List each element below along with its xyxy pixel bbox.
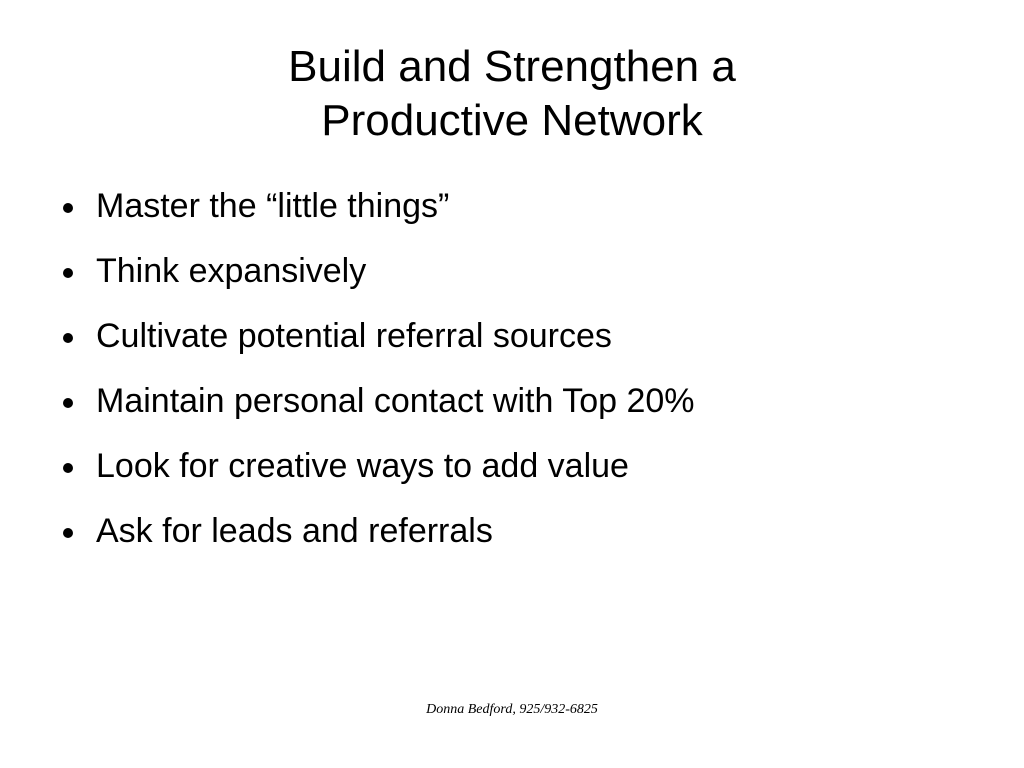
slide-title-line-2: Productive Network — [321, 96, 703, 145]
bullet-item — [60, 440, 695, 492]
footer-credit: Donna Bedford, 925/932-6825 — [426, 702, 598, 717]
bullet-item — [60, 310, 695, 362]
slide-title-line-1: Build and Strengthen a — [288, 42, 736, 91]
bullet-item — [60, 180, 695, 232]
bullet-text: Cultivate potential referral sources — [96, 317, 612, 355]
bullet-text: Master the “little things” — [96, 187, 450, 225]
bullet-text: Look for creative ways to add value — [96, 447, 629, 485]
bullet-text: Ask for leads and referrals — [96, 512, 493, 550]
bullet-item — [60, 245, 695, 297]
slide-title — [0, 40, 1024, 148]
bullet-text: Maintain personal contact with Top 20% — [96, 382, 695, 420]
bullet-list — [60, 180, 695, 570]
bullet-dot-icon — [63, 268, 73, 278]
bullet-dot-icon — [63, 398, 73, 408]
bullet-dot-icon — [63, 528, 73, 538]
bullet-dot-icon — [63, 463, 73, 473]
bullet-item — [60, 505, 695, 557]
bullet-dot-icon — [63, 203, 73, 213]
bullet-text: Think expansively — [96, 252, 367, 290]
bullet-dot-icon — [63, 333, 73, 343]
bullet-item — [60, 375, 695, 427]
